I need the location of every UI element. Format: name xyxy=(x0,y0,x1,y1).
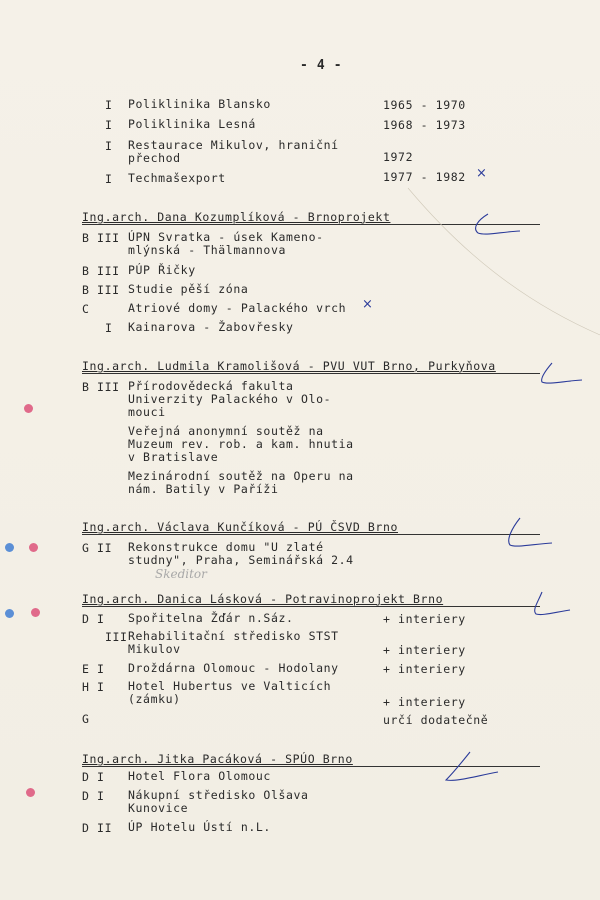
row-text: Rehabilitační středisko STST Mikulov xyxy=(128,629,339,656)
row-class: I xyxy=(105,172,113,186)
row-text: Poliklinika Lesná xyxy=(128,117,256,131)
row-note: + interiery xyxy=(383,612,466,626)
row-note: + interiery xyxy=(383,643,466,657)
row-note: + interiery xyxy=(383,695,466,709)
row-text: PÚP Řičky xyxy=(128,263,196,277)
row-text: Techmašexport xyxy=(128,171,226,185)
row-class: III xyxy=(105,630,128,644)
row-class: B III xyxy=(82,283,120,297)
row-class: I xyxy=(105,139,113,153)
row-date: 1965 - 1970 xyxy=(383,98,466,112)
row-class: E I xyxy=(82,662,105,676)
row-class: B III xyxy=(82,380,120,394)
row-class: I xyxy=(105,321,113,335)
row-text: Mezinárodní soutěž na Operu na nám. Batily v Paříži xyxy=(128,469,354,496)
section-heading: Ing.arch. Jitka Pacáková - SPÚO Brno xyxy=(82,752,353,766)
row-class: D I xyxy=(82,789,105,803)
row-class: I xyxy=(105,118,113,132)
row-class: D I xyxy=(82,612,105,626)
section-heading: Ing.arch. Danica Lásková - Potravinoprojekt Brno xyxy=(82,592,444,606)
row-date: 1977 - 1982 xyxy=(383,170,466,184)
row-text: Přírodovědecká fakulta Univerzity Palackého v Olo- mouci xyxy=(128,379,332,419)
row-text: Spořitelna Žďár n.Sáz. xyxy=(128,611,294,625)
row-class: I xyxy=(105,98,113,112)
section-heading: Ing.arch. Ludmila Kramolišová - PVU VUT Brno, Purkyňova xyxy=(82,359,496,373)
row-text: Rekonstrukce domu "U zlaté studny", Praha, Seminářská 2.4 xyxy=(128,540,354,567)
row-text: Veřejná anonymní soutěž na Muzeum rev. rob. a kam. hnutia v Bratislave xyxy=(128,424,354,464)
row-text: ÚP Hotelu Ústí n.L. xyxy=(128,820,271,834)
pen-cross-mark: × xyxy=(362,297,374,312)
page-number: - 4 - xyxy=(300,58,343,73)
row-class: B III xyxy=(82,231,120,245)
row-text: Hotel Flora Olomouc xyxy=(128,769,271,783)
row-note: určí dodatečně xyxy=(383,713,489,727)
row-text: Droždárna Olomouc - Hodolany xyxy=(128,661,339,675)
row-text: Studie pěší zóna xyxy=(128,282,249,296)
row-text: Kainarova - Žabovřesky xyxy=(128,320,294,334)
row-date: 1972 xyxy=(383,150,414,164)
section-heading: Ing.arch. Dana Kozumplíková - Brnoprojekt xyxy=(82,210,391,224)
row-class: C xyxy=(82,302,90,316)
row-text: Nákupní středisko Olšava Kunovice xyxy=(128,788,309,815)
row-class: D I xyxy=(82,770,105,784)
row-text: ÚPN Svratka - úsek Kameno- mlýnská - Thälmannova xyxy=(128,230,324,257)
row-class: D II xyxy=(82,821,113,835)
row-class: G xyxy=(82,712,90,726)
pencil-annotation: Skeditor xyxy=(155,567,207,581)
row-class: G II xyxy=(82,541,113,555)
row-class: H I xyxy=(82,680,105,694)
row-class: B III xyxy=(82,264,120,278)
row-text: Hotel Hubertus ve Valticích (zámku) xyxy=(128,679,332,706)
row-note: + interiery xyxy=(383,662,466,676)
pen-cross-mark: × xyxy=(476,166,488,181)
row-text: Restaurace Mikulov, hraniční přechod xyxy=(128,138,339,165)
row-text: Atriové domy - Palackého vrch xyxy=(128,301,347,315)
section-heading: Ing.arch. Václava Kunčíková - PÚ ČSVD Brno xyxy=(82,520,398,534)
row-date: 1968 - 1973 xyxy=(383,118,466,132)
row-text: Poliklinika Blansko xyxy=(128,97,271,111)
